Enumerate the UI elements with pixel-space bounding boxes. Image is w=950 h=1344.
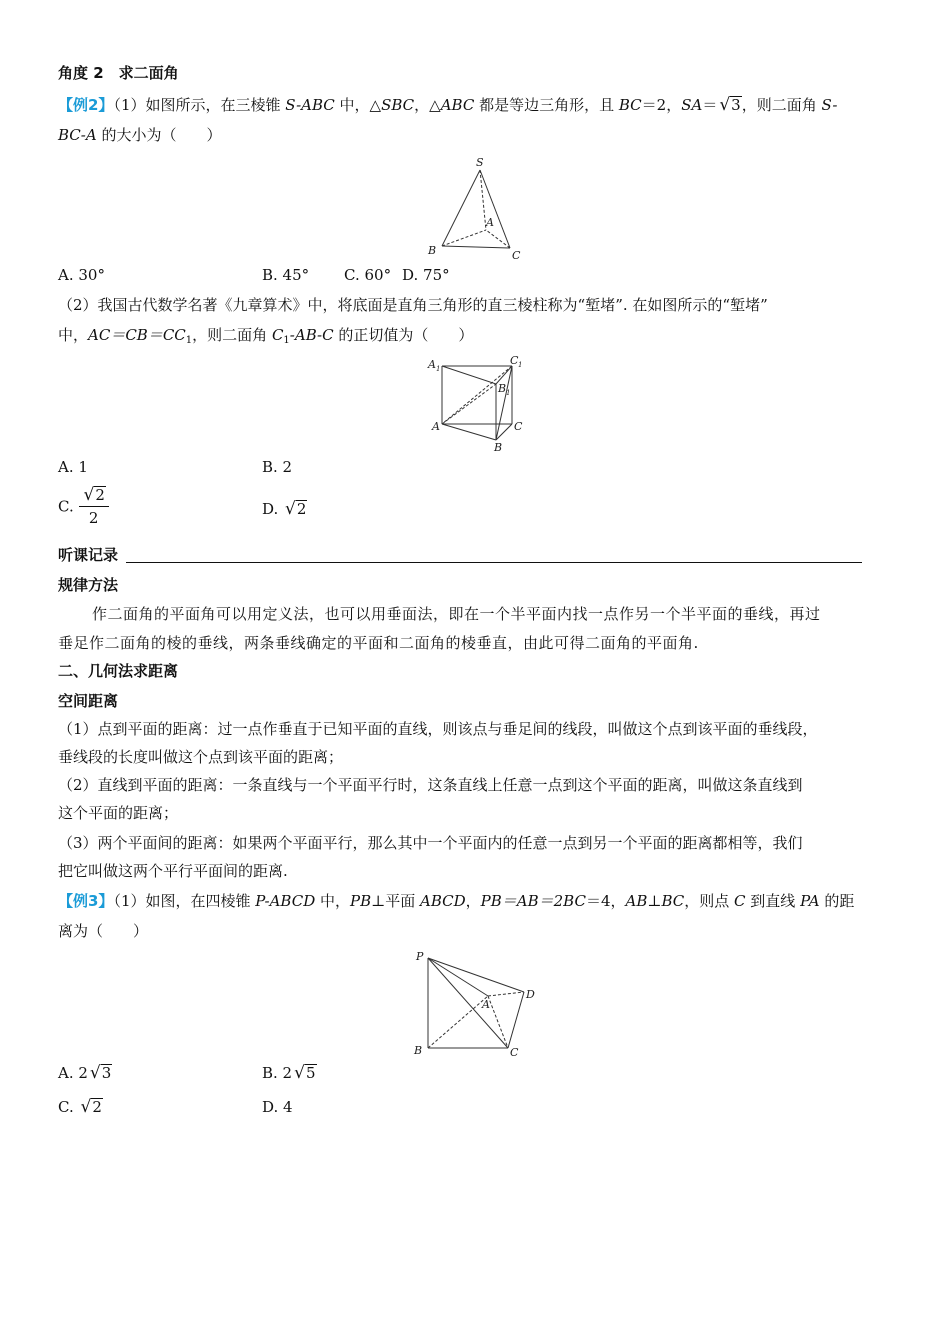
fraction-sqrt2-over-2: $\frac{√2}{2}$ [79, 484, 109, 529]
example2-q1-line2 [58, 124, 221, 146]
label-c: C [510, 1046, 519, 1059]
subheading-space-distance: 空间距离 [58, 692, 119, 710]
label-a: A [432, 420, 440, 433]
text: ＝4， [585, 892, 626, 910]
item1-line1: （1）点到平面的距离：过一点作垂直于已知平面的直线，则该点与垂足间的线段，叫做这个点到该平面的垂线段， [58, 720, 818, 738]
item1-line2: 垂线段的长度叫做这个点到该平面的距离； [58, 748, 344, 766]
option-b: B. 45° [262, 266, 310, 284]
label-b: B [494, 441, 503, 454]
math-pabcd: P-ABCD [255, 892, 316, 910]
label-a1: A [428, 358, 436, 371]
option-a: A. 1 [58, 458, 88, 476]
figure-tetrahedron [420, 152, 530, 262]
math-abcd: ABCD [420, 892, 466, 910]
figure-pyramid [408, 944, 548, 1060]
text: ＝ [702, 96, 718, 114]
ex3-option-c [58, 1096, 103, 1118]
text: 到直线 [745, 892, 801, 910]
math-pb: PB [350, 892, 372, 910]
option-label: C. [58, 1098, 79, 1116]
method-title: 规律方法 [58, 576, 119, 594]
section-heading-angle2: 角度 2 求二面角 [58, 64, 179, 82]
label-c1-sub: 1 [518, 361, 523, 369]
text: 都是等边三角形，且 [474, 96, 619, 114]
text: ，则点 [684, 892, 735, 910]
option-a: A. 30° [58, 266, 105, 284]
option-label: D. [262, 500, 284, 518]
subscript: 1 [283, 335, 290, 346]
item2-line2: 这个平面的距离； [58, 804, 179, 822]
label-c: C [514, 420, 523, 433]
method-line2: 垂足作二面角的棱的垂线，两条垂线确定的平面和二面角的棱垂直，由此可得二面角的平面角. [58, 634, 699, 652]
sqrt-5: √5 [294, 1063, 316, 1083]
text: ，△ [414, 96, 441, 114]
math-eq: PB＝AB＝2BC [480, 892, 586, 910]
sqrt-3: √3 [719, 95, 741, 115]
label-b: B [428, 244, 437, 257]
label-a: A [482, 998, 490, 1011]
label-b1-sub: 1 [506, 389, 511, 397]
option-d: D. 75° [402, 266, 450, 284]
label-a: A [486, 216, 494, 229]
math-sbc: SBC [381, 96, 415, 114]
text: 的距 [819, 892, 855, 910]
label-b: B [414, 1044, 423, 1057]
text: ，则二面角 [192, 326, 272, 344]
option-c: C. 60° [344, 266, 392, 284]
math-sabc: S-ABC [285, 96, 335, 114]
label-s: S [476, 156, 484, 169]
example2-q2-line1: （2）我国古代数学名著《九章算术》中，将底面是直角三角形的直三棱柱称为“堑堵”. 在如图所示的“堑堵” [58, 296, 768, 314]
ex3-option-d: D. 4 [262, 1098, 293, 1116]
edge-bc [442, 246, 510, 248]
option-label: C. [58, 497, 74, 516]
label-c1: C [510, 354, 519, 367]
text: （1）如图，在四棱锥 [113, 892, 256, 910]
notes-line [126, 562, 862, 563]
figure-prism [420, 350, 530, 456]
subscript: 1 [185, 335, 193, 346]
text: 中，△ [334, 96, 382, 114]
example3-line1 [58, 890, 854, 912]
ex3-option-a [58, 1062, 112, 1084]
text: （1）如图所示，在三棱锥 [113, 96, 286, 114]
label-p: P [416, 950, 424, 963]
item3-line2: 把它叫做这两个平行平面间的距离. [58, 862, 288, 880]
math-ab: AB [625, 892, 648, 910]
text: 中， [58, 326, 89, 344]
section-heading-distance: 二、几何法求距离 [58, 662, 179, 680]
example2-tag: 【例2】 [58, 96, 114, 114]
option-label: B. 2 [262, 1064, 293, 1082]
label-b1: B [498, 382, 507, 395]
math-pa: PA [800, 892, 820, 910]
text: ， [465, 892, 481, 910]
math-bc: BC [618, 96, 642, 114]
edge-sc [480, 170, 510, 248]
notes-label: 听课记录 [58, 546, 119, 564]
example2-q2-line2 [58, 324, 473, 352]
math-c: C [271, 326, 284, 344]
example2-q1-line1 [58, 94, 837, 116]
math-abc: ABC [440, 96, 475, 114]
sqrt-3: √3 [89, 1063, 112, 1083]
option-label: A. 2 [58, 1064, 88, 1082]
text: 的大小为（ ） [96, 126, 222, 144]
label-c: C [512, 249, 521, 262]
label-a1-sub: 1 [436, 365, 441, 373]
text: 中， [315, 892, 351, 910]
math-bca: BC-A [58, 126, 97, 144]
math-sa: SA [681, 96, 703, 114]
option-b: B. 2 [262, 458, 293, 476]
sqrt-2: √2 [80, 1097, 102, 1117]
text: ，则二面角 [741, 96, 822, 114]
example3-line2: 离为（ ） [58, 922, 149, 940]
text: ⊥平面 [371, 892, 421, 910]
text: ⊥ [647, 892, 662, 910]
text: 的正切值为（ ） [333, 326, 474, 344]
math-s: S- [821, 96, 838, 114]
example3-tag: 【例3】 [58, 892, 114, 910]
option-c [58, 484, 109, 529]
label-d: D [526, 988, 535, 1001]
item2-line1: （2）直线到平面的距离：一条直线与一个平面平行时，这条直线上任意一点到这个平面的距离，叫做这条直线到 [58, 776, 803, 794]
text: ＝2， [641, 96, 682, 114]
option-d [262, 498, 307, 520]
math-eq: AC＝CB＝CC [88, 326, 186, 344]
sqrt-2: √2 [285, 499, 307, 519]
edge-sb [442, 170, 480, 246]
method-line1: 作二面角的平面角可以用定义法，也可以用垂面法，即在一个半平面内找一点作另一个半平面的垂线，再过 [92, 605, 821, 623]
math-bc: BC [661, 892, 685, 910]
ex3-option-b [262, 1062, 317, 1084]
item3-line1: （3）两个平面间的距离：如果两个平面平行，那么其中一个平面内的任意一点到另一个平面的距离都相等，我们 [58, 834, 803, 852]
math-c: C [734, 892, 746, 910]
math-abc: -AB-C [289, 326, 334, 344]
